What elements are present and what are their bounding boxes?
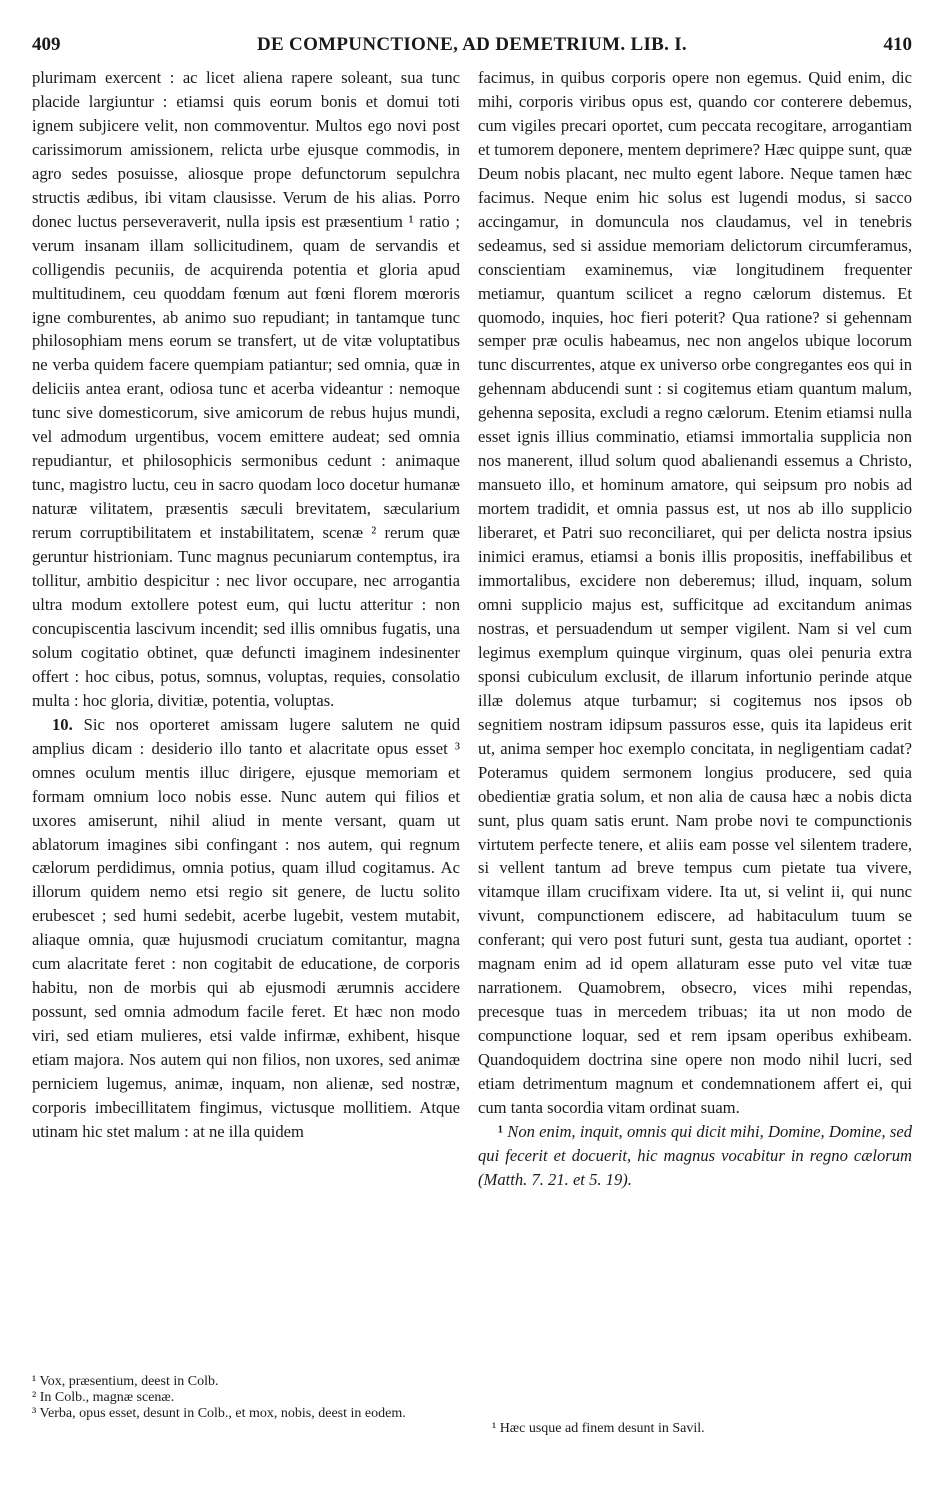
- note-mark: ¹: [498, 1121, 503, 1141]
- note-text: Non enim, inquit, omnis qui dicit mihi, Domine, Domine, sed qui fecerit et docuerit, hic magnus vocabitur in regno cælorum (Matth. 7. 21. et 5. 19).: [478, 1121, 912, 1189]
- footnotes-left: [32, 1374, 460, 1422]
- section-text: Sic nos oporteret amissam lugere salutem ne quid amplius dicam : desiderio illo tanto et alacritate opus esset ³ omnes oculum mentis illuc dirigere, ejusque memoriam et formam omnium loco nobis esse. Nunc autem qui filios et uxores amiserunt, nihil aliud in mente versant, quam ut ablatorum imagines sibi confingant : nos autem, qui regnum cælorum perdidimus, omnia potius, quam illud cogitamus. Ac illorum quidem nemo etsi regio sit genere, de luctu solito erubescet ; sed humi sedebit, acerbe lugebit, vestem mutabit, aliaque omnia, quæ hujusmodi cruciatum comitantur, magna cum alacritate feret : non cogitabit de educatione, de corporis habitu, non de morbis qui ab ejusmodi ærumnis accidere possunt, sed omnia admodum facile feret. Et hæc non modo viri, sed etiam mulieres, etsi valde infirmæ, exhibent, hisque etiam majora. Nos autem qui non filios, non uxores, sed animæ perniciem lugemus, animæ, inquam, non alienæ, sed nostræ, corporis imbecillitatem fingimus, victusque mollitiem. Atque utinam hic stet malum : at ne illa quidem: [32, 714, 460, 1141]
- footnotes-right: [478, 1421, 912, 1437]
- page-number-left: 409: [32, 34, 61, 55]
- left-column: [32, 66, 460, 1144]
- scripture-note: [478, 1120, 912, 1192]
- section-number: 10.: [52, 714, 73, 734]
- footnote: ² In Colb., magnæ scenæ.: [32, 1390, 175, 1405]
- footnote: ³ Verba, opus esset, desunt in Colb., et mox, nobis, deest in eodem.: [32, 1406, 406, 1421]
- section-paragraph: [32, 713, 460, 1144]
- footnote: ¹ Hæc usque ad finem desunt in Savil.: [492, 1421, 705, 1436]
- page-header: [32, 34, 912, 58]
- body-paragraph: plurimam exercent : ac licet aliena rapere soleant, sua tunc placide largiuntur : etiamsi quis eorum bonis et domui toti ignem subjicere velit, non commoventur. Multos ego novi post carissimorum amissionem, relicta urbe ejusque commodis, in agro sedes posuisse, aliosque prope defunctorum sepulchra structis ædibus, ibi vitam clausisse. Verum de his alias. Porro donec luctus perseveraverit, nulla ipsis est præsentium ¹ ratio ; verum insanam illam sollicitudinem, quam de servandis et colligendis pecuniis, de acquirenda potentia et gloria apud multitudinem, ceu quoddam fœnum aut fœni florem mœroris igne comburentes, ab animo suo repudiant; in tantamque tunc philosophiam mens eorum se transfert, ut de vitæ voluptatibus ne verba quidem facere quempiam patiantur; sed omnia, quæ in deliciis antea erant, odiosa tunc et acerba videantur : nemoque tunc sive domesticorum, sive amicorum de rebus hujus mundi, vel admodum urgentibus, vocem emittere audeat; sed omnia repudiantur, et philosophicis sermonibus cedunt : animaque tunc, magistro luctu, ceu in sacro quodam loco docetur humanæ naturæ vilitatem, præsentis sæculi brevitatem, sæcularium rerum corruptibilitatem et instabilitatem, scenæ ² rerum quæ geruntur histrioniam. Tunc magnus pecuniarum contemptus, ira tollitur, ambitio despicitur : nec livor occupare, nec arrogantia ultra modum extollere potest eum, qui luctu atteritur : non concupiscentia lascivum incendit; sed illis omnibus fugatis, una solum cogitatio obtinet, quæ defuncti imaginem indesinenter offert : hoc cibus, potus, somnus, voluptas, requies, consolatio multa : hoc gloria, divitiæ, potentia, voluptas.: [32, 68, 460, 710]
- page-number-right: 410: [883, 34, 912, 55]
- right-column: [478, 66, 912, 1192]
- running-title: DE COMPUNCTIONE, AD DEMETRIUM. LIB. I.: [257, 34, 687, 55]
- footnote: ¹ Vox, præsentium, deest in Colb.: [32, 1374, 219, 1389]
- body-paragraph: facimus, in quibus corporis opere non egemus. Quid enim, dic mihi, corporis viribus opus est, quando cor conterere debemus, cum vigiles precari oportet, cum peccata recogitare, arrogantiam et tumorem deponere, mentem deprimere? Hæc quippe sunt, quæ Deum nobis placant, nec multo egent labore. Neque tamen hæc facimus. Neque enim hic solus est lugendi modus, si sacco accingamur, in domuncula nos claudamus, vel in tenebris sedeamus, sed si assidue memoriam delictorum circumferamus, conscientiam examinemus, viæ longitudinem frequenter metiamur, quantum scilicet a regno cælorum distemus. Et quomodo, inquies, hoc fieri poterit? Qua ratione? si gehennam semper præ oculis habeamus, nec non angelos ubique locorum tunc discurrentes, atque ex universo orbe congregantes eos qui in gehennam abducendi sunt : si cogitemus etiam quantum malum, gehenna seposita, excludi a regno cælorum. Etenim etiamsi nulla esset ignis illius comminatio, etiamsi immortalia supplicia non nos manerent, illud solum quod abalienandi essemus a Christo, mansueto illo, et hominum amatore, qui seipsum pro nobis ad mortem tradidit, et omnia passus est, ut nos ab illo supplicio liberaret, et Patri suo reconciliaret, qui per delicta nostra ipsius inimici eramus, etiamsi a bonis illis propositis, ineffabilibus et immortalibus, excidere non deberemus; illud, inquam, solum omni supplicio majus est, sufficitque ad excitandum animas nostras, et persuadendum ut semper vigilent. Nam si vel cum legimus exemplum quinque virginum, quas olei penuria extra sponsi cubiculum exclusit, de illarum infortunio perinde atque illæ dolemus atque turbamur; si cogitemus nos ipsos ob segnitiem nostram idipsum passuros esse, quis ita lapideus erit ut, anima semper hoc exemplo concitata, in negligentiam cadat? Poteramus quidem sermonem longius producere, sed quia obedientiæ gratia solum, et non alia de causa hæc a nobis dicta sunt, plus quam satis erunt. Nam probe novi te compunctionis virtutem perfecte tenere, et aliis eam posse vel silentem tradere, si vellent tantum ad breve tempus cum pietate tua vivere, vitamque illam crucifixam videre. Ita ut, si velint ii, qui nunc vivunt, compunctionem ediscere, ad habitaculum tuum se conferant; qui vero post futuri sunt, gesta tua audiant, oportet : magnam enim ad id opem allaturam esse puto vel vitæ tuæ narrationem. Quamobrem, obsecro, vices mihi rependas, precesque tuas in mercedem tribuas; ita ut non modo de compunctione loquar, sed et rem ipsam operibus exhibeam. Quandoquidem doctrina sine opere non modo nihil lucri, sed etiam detrimentum magnum et condemnationem affert ei, qui cum tanta socordia vitam ordinat suam.: [478, 68, 912, 1117]
